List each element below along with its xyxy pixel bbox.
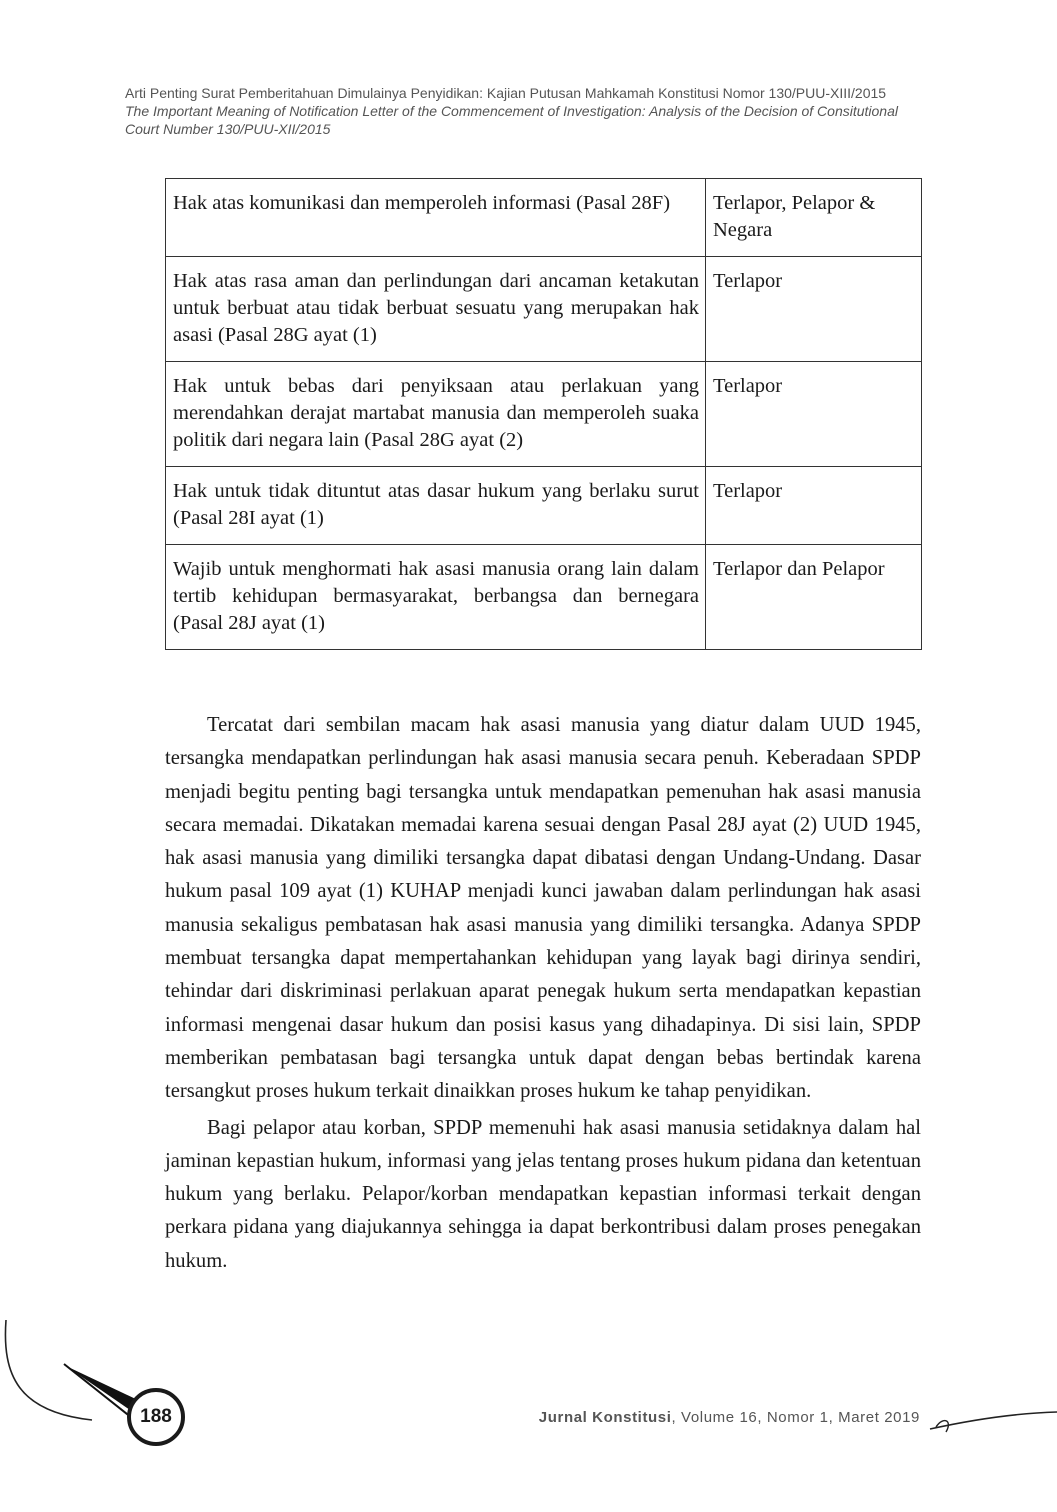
right-description-cell: Hak untuk tidak dituntut atas dasar hukum yang berlaku surut (Pasal 28I ayat (1)	[166, 467, 706, 545]
right-description-cell: Hak untuk bebas dari penyiksaan atau perlakuan yang merendahkan derajat martabat manusia dan memperoleh suaka politik dari negara lain (Pasal 28G ayat (2)	[166, 362, 706, 467]
header-title-english: The Important Meaning of Notification Letter of the Commencement of Investigation: Analysis of the Decision of Consitutional Court Number 130/PUU-XII/2015	[125, 103, 898, 137]
party-cell: Terlapor dan Pelapor	[706, 545, 922, 650]
table-row	[166, 257, 922, 362]
pen-nib-outline	[64, 1364, 132, 1418]
table-row	[166, 545, 922, 650]
journal-issue: , Volume 16, Nomor 1, Maret 2019	[671, 1409, 920, 1426]
right-description-cell: Hak atas komunikasi dan memperoleh informasi (Pasal 28F)	[166, 179, 706, 257]
running-header	[125, 84, 915, 138]
body-text	[165, 709, 921, 1281]
footer-swoosh-right	[930, 1412, 1057, 1429]
header-title-indonesian: Arti Penting Surat Pemberitahuan Dimulainya Penyidikan: Kajian Putusan Mahkamah Konstitusi Nomor 130/PUU-XIII/2015	[125, 85, 887, 101]
table-row	[166, 362, 922, 467]
right-description-cell: Hak atas rasa aman dan perlindungan dari ancaman ketakutan untuk berbuat atau tidak berbuat sesuatu yang merupakan hak asasi (Pasal 28G ayat (1)	[166, 257, 706, 362]
right-description-cell: Wajib untuk menghormati hak asasi manusia orang lain dalam tertib kehidupan bermasyarakat, berbangsa dan bernegara (Pasal 28J ayat (1)	[166, 545, 706, 650]
table-row	[166, 179, 922, 257]
paragraph-1: Tercatat dari sembilan macam hak asasi manusia yang diatur dalam UUD 1945, tersangka mendapatkan perlindungan hak asasi manusia secara penuh. Keberadaan SPDP menjadi begitu penting bagi tersangka untuk mendapatkan pemenuhan hak asasi manusia secara memadai. Dikatakan memadai karena sesuai dengan Pasal 28J ayat (2) UUD 1945, hak asasi manusia yang dimiliki tersangka dapat dibatasi dengan Undang-Undang. Dasar hukum pasal 109 ayat (1) KUHAP menjadi kunci jawaban dalam perlindungan hak asasi manusia sekaligus pembatasan hak asasi manusia yang dimiliki tersangka. Adanya SPDP membuat tersangka dapat mempertahankan kehidupan yang layak bagi dirinya sendiri, tehindar dari diskriminasi perlakuan aparat penegak hukum serta mendapatkan kepastian informasi mengenai dasar hukum dan posisi kasus yang dihadapinya. Di sisi lain, SPDP memberikan pembatasan bagi tersangka untuk dapat dengan bebas bertindak karena tersangkut proses hukum terkait dinaikkan proses hukum ke tahap penyidikan.	[165, 714, 921, 1103]
party-cell: Terlapor	[706, 467, 922, 545]
page-number: 188	[127, 1388, 185, 1446]
party-cell: Terlapor, Pelapor & Negara	[706, 179, 922, 257]
left-margin-curve	[5, 1320, 92, 1420]
rights-table	[165, 178, 922, 650]
footer-journal-citation	[539, 1409, 920, 1426]
journal-name: Jurnal Konstitusi	[538, 1409, 672, 1426]
party-cell: Terlapor	[706, 362, 922, 467]
party-cell: Terlapor	[706, 257, 922, 362]
table-row	[166, 467, 922, 545]
paragraph-2: Bagi pelapor atau korban, SPDP memenuhi hak asasi manusia setidaknya dalam hal jaminan kepastian hukum, informasi yang jelas tentang proses hukum pidana dan ketentuan hukum yang berlaku. Pelapor/korban mendapatkan kepastian informasi terkait dengan perkara pidana yang diajukannya sehingga ia dapat berkontribusi dalam proses penegakan hukum.	[165, 1116, 921, 1272]
